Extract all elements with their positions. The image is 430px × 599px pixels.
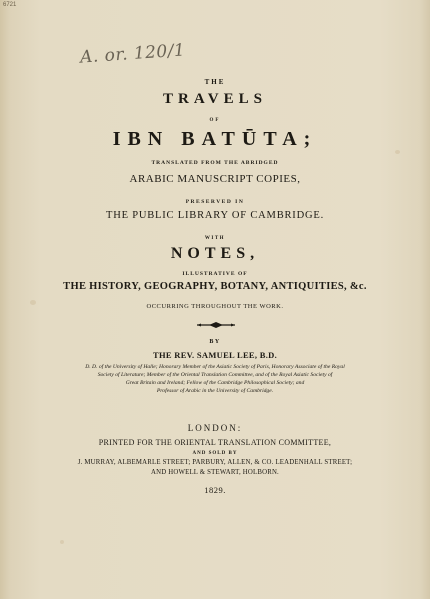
subjects-line: THE HISTORY, GEOGRAPHY, BOTANY, ANTIQUITIES, &c.: [63, 281, 367, 292]
author-credentials-line: Great Britain and Ireland; Fellow of the Cambridge Philosophical Society; and: [125, 380, 305, 386]
translated-line: TRANSLATED FROM THE ABRIDGED: [151, 160, 279, 166]
library-line: THE PUBLIC LIBRARY OF CAMBRIDGE.: [105, 210, 325, 221]
imprint-sold-by: AND SOLD BY: [192, 451, 238, 456]
imprint-place: LONDON:: [187, 423, 243, 433]
author-credentials-line: D. D. of the University of Halle; Honorary Member of the Asiatic Society of Paris, Honorary Associate of the Royal: [85, 364, 345, 370]
author-credentials-line: Society of Literature; Member of the Oriental Translation Committee, and of the Royal Asiatic Society of: [97, 372, 333, 378]
preserved-line: PRESERVED IN: [185, 199, 245, 205]
paper-stain: [60, 540, 64, 544]
arabic-copies-line: ARABIC MANUSCRIPT COPIES,: [129, 173, 301, 185]
title-the: THE: [204, 78, 226, 86]
ornament-rule: [195, 319, 237, 331]
author-credentials-line: Professor of Arabic in the University of Cambridge.: [156, 388, 274, 394]
illustrative-line: ILLUSTRATIVE OF: [182, 271, 248, 277]
title-ibn-batuta: IBN BATŪTA;: [112, 128, 318, 150]
imprint-year: 1829.: [204, 485, 226, 495]
author-name: THE REV. SAMUEL LEE, B.D.: [152, 350, 277, 360]
handwritten-shelfmark: A. or. 120/1: [79, 40, 186, 68]
corner-library-mark: 6721: [3, 2, 17, 8]
imprint-sellers-line-2: AND HOWELL & STEWART, HOLBORN.: [151, 469, 279, 476]
notes-heading: NOTES,: [170, 245, 260, 262]
title-travels: TRAVELS: [163, 91, 267, 107]
title-of: OF: [209, 118, 221, 123]
occurring-line: OCCURRING THROUGHOUT THE WORK.: [146, 303, 284, 310]
imprint-sellers-line: J. MURRAY, ALBEMARLE STREET; PARBURY, ALLEN, & CO. LEADENHALL STREET;: [77, 459, 353, 466]
by-line: BY: [209, 339, 221, 345]
with-line: WITH: [204, 236, 226, 241]
imprint-printed-for: PRINTED FOR THE ORIENTAL TRANSLATION COMMITTEE,: [98, 438, 332, 447]
